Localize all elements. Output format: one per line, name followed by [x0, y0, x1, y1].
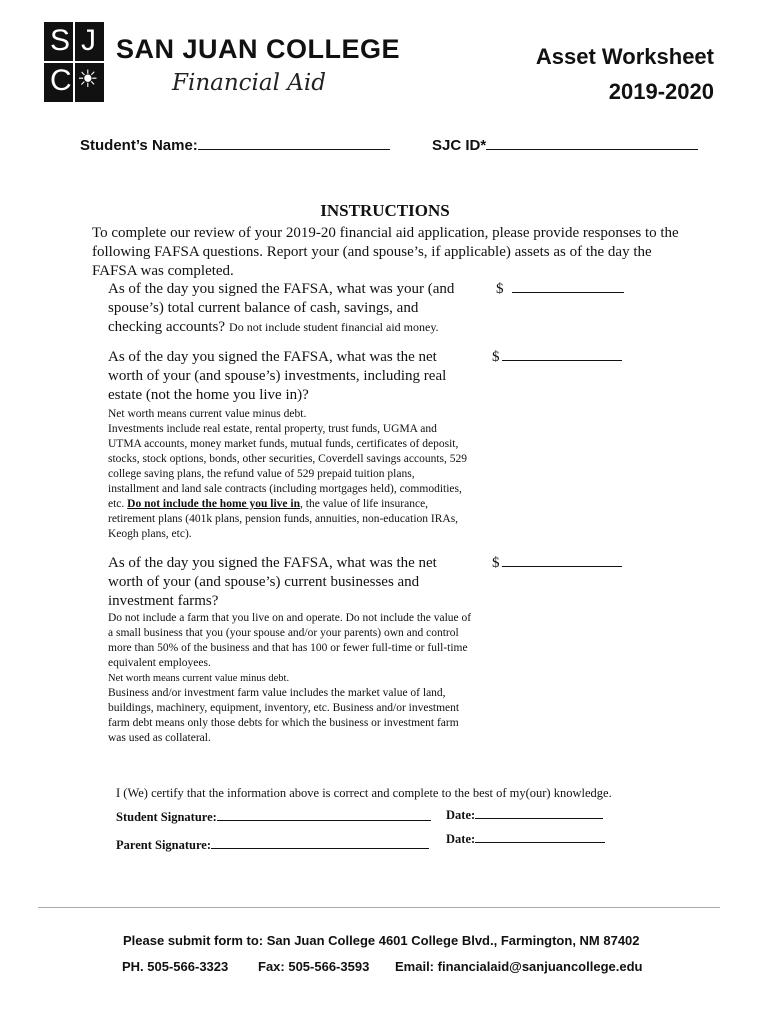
- question-2-note-investments: [108, 422, 468, 542]
- footer-fax: Fax: 505-566-3593: [258, 959, 370, 974]
- student-name-line[interactable]: [198, 135, 390, 150]
- question-3: [108, 554, 478, 746]
- dollar-sign: $: [492, 555, 500, 571]
- footer-email: Email: financialaid@sanjuancollege.edu: [395, 959, 643, 974]
- question-2-note-networth: Net worth means current value minus debt.: [108, 408, 307, 420]
- footer-phone: PH. 505-566-3323: [122, 959, 229, 974]
- sjc-id-label: SJC ID*: [432, 137, 487, 154]
- question-2-answer-line[interactable]: [502, 348, 622, 361]
- parent-signature-line[interactable]: [211, 836, 429, 849]
- question-2-note-investments-tail: , the value of life insurance, retirement plans (401k plans, pension funds, annuities, non-education IRAs, Keogh plans, etc).: [108, 498, 459, 540]
- dollar-sign: $: [496, 281, 504, 297]
- instructions-heading: INSTRUCTIONS: [320, 201, 450, 220]
- question-3-text: As of the day you signed the FAFSA, what was the net worth of your (and spouse’s) current businesses and investment farms?: [108, 555, 437, 609]
- parent-signature-label: Parent Signature:: [116, 838, 212, 852]
- document-title: Asset Worksheet: [535, 44, 714, 69]
- instructions-intro: To complete our review of your 2019-20 financial aid application, please provide responses to the following FAFSA questions. Report your (and spouse’s, if applicable) assets as of the day the FAFSA was completed.: [92, 225, 679, 279]
- college-name: SAN JUAN COLLEGE: [116, 34, 401, 64]
- question-2-exclusion: Do not include the home you live in: [127, 498, 300, 510]
- logo-letter-c: C: [50, 64, 72, 97]
- question-1-answer-line[interactable]: [512, 280, 624, 293]
- dollar-sign: $: [492, 349, 500, 365]
- question-1-note: Do not include student financial aid money.: [229, 320, 439, 334]
- question-2-note-investments-text: Investments include real estate, rental property, trust funds, UGMA and UTMA accounts, money market funds, mutual funds, certificates of deposit, stocks, stock options, bonds, other securities, Coverdell savings accounts, 529 college saving plans, the refund value of 529 prepaid tuition plans, installment and land sale contracts (including mortgages held), commodities, etc.: [108, 423, 468, 510]
- department-name: Financial Aid: [172, 70, 326, 96]
- parent-signature-field[interactable]: [116, 836, 429, 854]
- certification-statement: I (We) certify that the information above is correct and complete to the best of my(our) knowledge.: [116, 786, 612, 800]
- student-name-label: Student’s Name:: [80, 137, 198, 154]
- parent-date-field[interactable]: [446, 830, 605, 848]
- student-date-field[interactable]: [446, 806, 603, 824]
- document-year: 2019-2020: [608, 79, 714, 104]
- parent-date-line[interactable]: [475, 830, 605, 843]
- logo-letter-j: J: [81, 24, 96, 57]
- student-date-label: Date:: [446, 808, 476, 822]
- question-3-note-networth: Net worth means current value minus debt.: [108, 673, 290, 684]
- question-1-text: As of the day you signed the FAFSA, what was your (and spouse’s) total current balance of cash, savings, and checking accounts?: [108, 281, 455, 335]
- question-2: [108, 348, 468, 542]
- logo-letter-s: S: [50, 24, 71, 57]
- sun-icon: ☀: [77, 66, 99, 93]
- question-2-text: As of the day you signed the FAFSA, what was the net worth of your (and spouse’s) investments, including real estate (not the home you live in)?: [108, 349, 447, 403]
- question-1: [108, 280, 470, 337]
- question-3-amount[interactable]: [492, 554, 622, 572]
- question-1-amount[interactable]: [496, 280, 624, 298]
- question-3-note-value: Business and/or investment farm value includes the market value of land, buildings, machinery, equipment, inventory, etc. Business and/or investment farm debt means only those debts for which the business or investment farm was used as collateral.: [108, 687, 460, 744]
- footer-submit-address: Please submit form to: San Juan College 4601 College Blvd., Farmington, NM 87402: [123, 933, 640, 948]
- question-3-note-exclusions: Do not include a farm that you live on and operate. Do not include the value of a small business that you (your spouse and/or your parents) own and control more than 50% of the business and that has 100 or fewer full-time or full-time equivalent employees.: [108, 612, 472, 669]
- question-2-amount[interactable]: [492, 348, 622, 366]
- student-signature-field[interactable]: [116, 808, 431, 826]
- student-signature-line[interactable]: [217, 808, 431, 821]
- logo-divider-horizontal: [44, 61, 104, 63]
- sjc-id-field[interactable]: [432, 135, 698, 155]
- parent-date-label: Date:: [446, 832, 476, 846]
- student-signature-label: Student Signature:: [116, 810, 217, 824]
- student-name-field[interactable]: [80, 135, 390, 155]
- sjc-id-line[interactable]: [486, 135, 698, 150]
- question-3-answer-line[interactable]: [502, 554, 622, 567]
- college-logo-mark: [44, 22, 104, 102]
- student-date-line[interactable]: [475, 806, 603, 819]
- footer-divider: [38, 907, 720, 908]
